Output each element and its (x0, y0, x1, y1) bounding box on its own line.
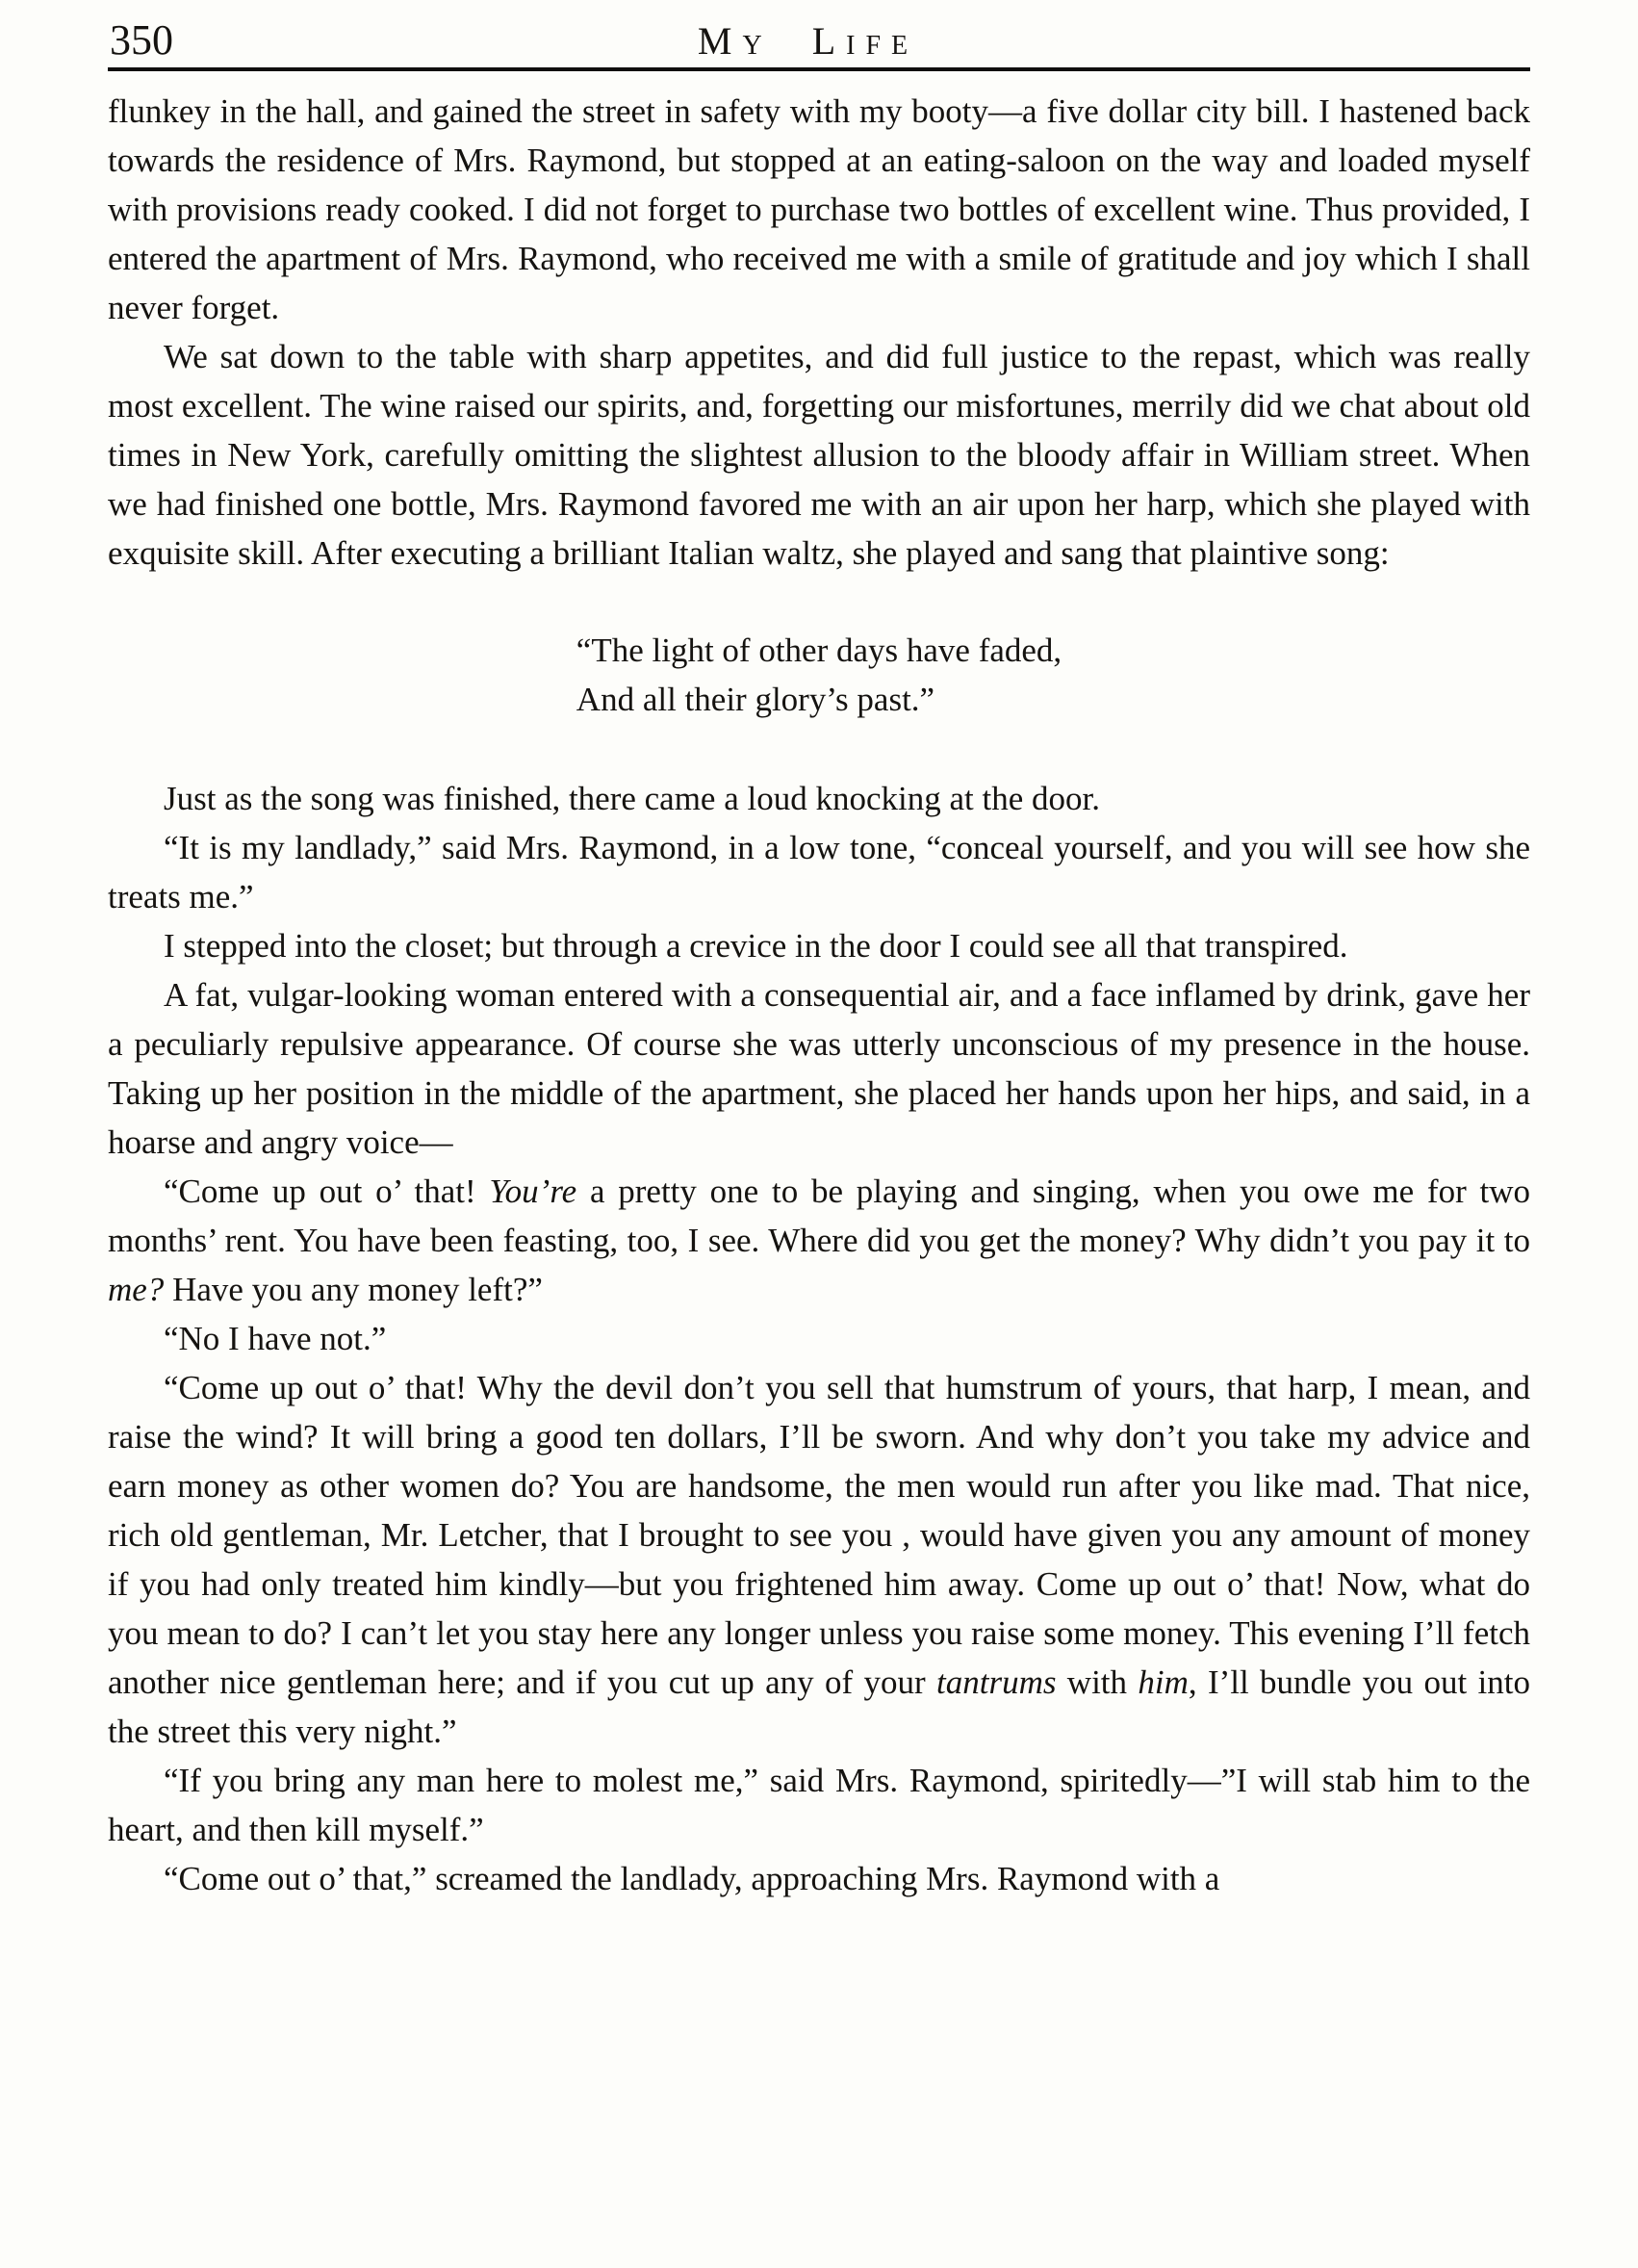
quote-line-1: “The light of other days have faded, (576, 631, 1062, 669)
page-title: My Life (697, 19, 919, 63)
paragraph: We sat down to the table with sharp appetites, and did full justice to the repast, which was really most excellent. The wine raised our spirits, and, forgetting our misfortunes, merrily did we chat about old times in New York, carefully omitting the slightest allusion to the bloody affair in William street. When we had finished one bottle, Mrs. Raymond favored me with an air upon her harp, which she played with exquisite skill. After executing a brilliant Italian waltz, she played and sang that plaintive song: (108, 338, 1530, 572)
song-quote (576, 626, 1062, 724)
page-header (108, 17, 1530, 71)
paragraph: A fat, vulgar-looking woman entered with a consequential air, and a face inflamed by drink, gave her a peculiarly repulsive appearance. Of course she was utterly unconscious of my presence in the house. Taking up her position in the middle of the apartment, she placed her hands upon her hips, and said, in a hoarse and angry voice— (108, 976, 1530, 1161)
paragraph: Just as the song was finished, there came a loud knocking at the door. (164, 780, 1100, 817)
paragraph: “No I have not.” (164, 1320, 387, 1357)
page-number: 350 (110, 16, 173, 64)
paragraph: I stepped into the closet; but through a crevice in the door I could see all that transpired. (164, 927, 1348, 965)
quote-line-2: And all their glory’s past.” (576, 681, 935, 718)
body-text-lower (108, 774, 1530, 1903)
paragraph: flunkey in the hall, and gained the street in safety with my booty—a five dollar city bill. I hastened back towards the residence of Mrs. Raymond, but stopped at an eating-saloon on the way and loaded myself with provisions ready cooked. I did not forget to purchase two bottles of excellent wine. Thus provided, I entered the apartment of Mrs. Raymond, who received me with a smile of gratitude and joy which I shall never forget. (108, 92, 1530, 326)
body-text-upper (108, 87, 1530, 578)
paragraph: “It is my landlady,” said Mrs. Raymond, in a low tone, “conceal yourself, and you will see how she treats me.” (108, 829, 1530, 915)
paragraph: “Come out o’ that,” screamed the landlady, approaching Mrs. Raymond with a (164, 1860, 1220, 1897)
paragraph: “If you bring any man here to molest me,” said Mrs. Raymond, spiritedly—”I will stab him to the heart, and then kill myself.” (108, 1762, 1530, 1848)
paragraph: “Come up out o’ that! Why the devil don’t you sell that humstrum of yours, that harp, I mean, and raise the wind? It will bring a good ten dollars, I’ll be sworn. And why don’t you take my advice and earn money as other women do? You are handsome, the men would run after you like mad. That nice, rich old gentleman, Mr. Letcher, that I brought to see you , would have given you any amount of money if you had only treated him kindly—but you frightened him away. Come up out o’ that! Now, what do you mean to do? I can’t let you stay here any longer unless you raise some money. This evening I’ll fetch another nice gentleman here; and if you cut up any of your tantrums with him, I’ll bundle you out into the street this very night.” (108, 1369, 1530, 1750)
paragraph: “Come up out o’ that! You’re a pretty one to be playing and singing, when you owe me for two months’ rent. You have been feasting, too, I see. Where did you get the money? Why didn’t you pay it to me? Have you any money left?” (108, 1173, 1530, 1308)
